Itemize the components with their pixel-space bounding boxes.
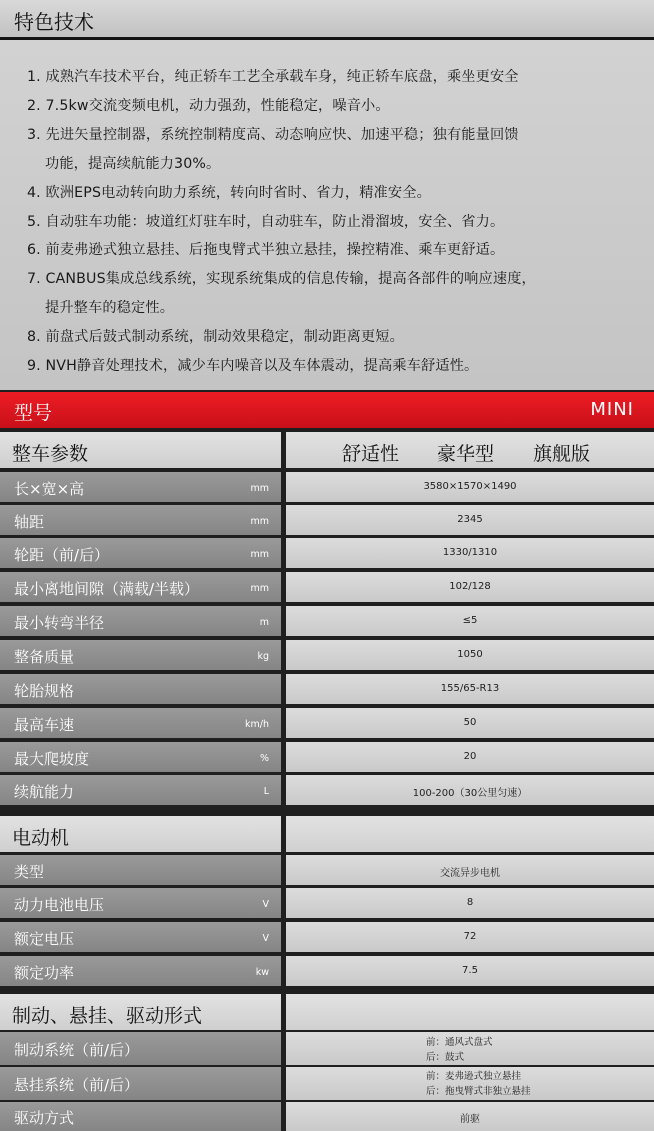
param-value: 前驱	[460, 1114, 480, 1125]
param-unit: L	[263, 786, 269, 797]
param-value: 102/128	[449, 581, 491, 592]
param-label: 悬挂系统（前/后）	[14, 1076, 140, 1094]
param-unit: kw	[255, 967, 269, 978]
feature-line: 8. 前盘式后鼓式制动系统，制动效果稳定，制动距离更短。	[27, 329, 404, 345]
motor-title: 电动机	[12, 827, 70, 849]
param-label: 最高车速	[14, 716, 75, 734]
param-value: 1330/1310	[442, 547, 498, 558]
model-value: MINI	[590, 399, 634, 420]
table-row	[0, 640, 654, 670]
table-row	[0, 1102, 654, 1131]
param-value: 7.5	[462, 965, 478, 976]
param-value-front: 前：麦弗逊式独立悬挂	[426, 1071, 522, 1082]
table-row	[0, 505, 654, 535]
features-header	[0, 0, 654, 40]
feature-line: 功能，提高续航能力30%。	[45, 156, 221, 172]
vehicle-title: 整车参数	[12, 443, 89, 465]
table-row	[0, 956, 654, 986]
param-unit: mm	[250, 516, 269, 527]
param-label: 动力电池电压	[14, 896, 105, 914]
version-luxury: 豪华型	[437, 443, 495, 465]
table-row	[0, 572, 654, 602]
param-value: 8	[466, 897, 474, 908]
param-unit: kg	[257, 651, 269, 662]
model-bar	[0, 392, 654, 428]
features-list	[0, 40, 654, 390]
param-label: 轮距（前/后）	[14, 546, 110, 564]
feature-line: 4. 欧洲EPS电动转向助力系统，转向时省时、省力，精准安全。	[27, 185, 431, 201]
param-value: 72	[463, 931, 477, 942]
param-value-rear: 后：鼓式	[426, 1052, 465, 1063]
param-value-rear: 后：拖曳臂式非独立悬挂	[426, 1086, 531, 1097]
param-label: 类型	[14, 863, 45, 881]
param-label: 额定电压	[14, 930, 75, 948]
feature-line: 3. 先进矢量控制器，系统控制精度高、动态响应快、加速平稳；独有能量回馈	[27, 127, 519, 143]
table-row	[0, 708, 654, 738]
table-row	[0, 888, 654, 918]
table-row	[0, 1067, 654, 1100]
param-value: 交流异步电机	[440, 868, 500, 879]
model-label: 型号	[14, 402, 53, 424]
param-value: 20	[463, 751, 477, 762]
vehicle-section-header	[0, 432, 654, 468]
param-unit: V	[262, 899, 269, 910]
feature-line: 5. 自动驻车功能：坡道红灯驻车时，自动驻车，防止滑溜坡，安全、省力。	[27, 214, 505, 230]
param-unit: V	[262, 933, 269, 944]
table-row	[0, 742, 654, 772]
version-comfort: 舒适性	[342, 443, 400, 465]
chassis-title: 制动、悬挂、驱动形式	[12, 1005, 203, 1027]
feature-line: 7. CANBUS集成总线系统，实现系统集成的信息传输，提高各部件的响应速度，	[27, 271, 536, 287]
param-unit: m	[259, 617, 269, 628]
param-unit: mm	[250, 483, 269, 494]
table-row	[0, 472, 654, 502]
param-unit: mm	[250, 549, 269, 560]
table-row	[0, 1032, 654, 1065]
table-row	[0, 606, 654, 636]
param-value-front: 前：通风式盘式	[426, 1037, 493, 1048]
param-unit: km/h	[245, 719, 269, 730]
param-value: 100-200（30公里匀速）	[412, 788, 528, 799]
param-label: 长×宽×高	[14, 480, 85, 498]
param-label: 制动系统（前/后）	[14, 1041, 140, 1059]
table-row	[0, 538, 654, 568]
feature-line: 1. 成熟汽车技术平台，纯正轿车工艺全承载车身，纯正轿车底盘，乘坐更安全	[27, 69, 519, 85]
param-value: 2345	[457, 514, 483, 525]
param-label: 驱动方式	[14, 1109, 75, 1127]
param-label: 整备质量	[14, 648, 75, 666]
version-flagship: 旗舰版	[533, 443, 591, 465]
param-value: ≤5	[462, 615, 478, 626]
table-row	[0, 922, 654, 952]
param-value: 155/65-R13	[440, 683, 500, 694]
param-unit: mm	[250, 583, 269, 594]
feature-line: 提升整车的稳定性。	[45, 300, 175, 316]
feature-line: 6. 前麦弗逊式独立悬挂、后拖曳臂式半独立悬挂，操控精准、乘车更舒适。	[27, 242, 505, 258]
param-value: 50	[463, 717, 477, 728]
param-label: 最大爬坡度	[14, 750, 90, 768]
param-value: 3580×1570×1490	[423, 481, 517, 492]
param-label: 额定功率	[14, 964, 75, 982]
table-row	[0, 674, 654, 704]
param-unit: %	[259, 753, 269, 764]
param-label: 最小离地间隙（满载/半载）	[14, 580, 200, 598]
feature-line: 9. NVH静音处理技术，减少车内噪音以及车体震动，提高乘车舒适性。	[27, 358, 479, 374]
features-title: 特色技术	[14, 10, 94, 34]
param-label: 最小转弯半径	[14, 614, 105, 632]
param-value: 1050	[457, 649, 483, 660]
table-row	[0, 775, 654, 805]
param-label: 续航能力	[14, 783, 75, 801]
param-label: 轮胎规格	[14, 682, 75, 700]
feature-line: 2. 7.5kw交流变频电机，动力强劲，性能稳定，噪音小。	[27, 98, 390, 114]
param-label: 轴距	[14, 513, 45, 531]
chassis-section-header	[0, 994, 654, 1030]
motor-section-header	[0, 816, 654, 852]
table-row	[0, 855, 654, 885]
